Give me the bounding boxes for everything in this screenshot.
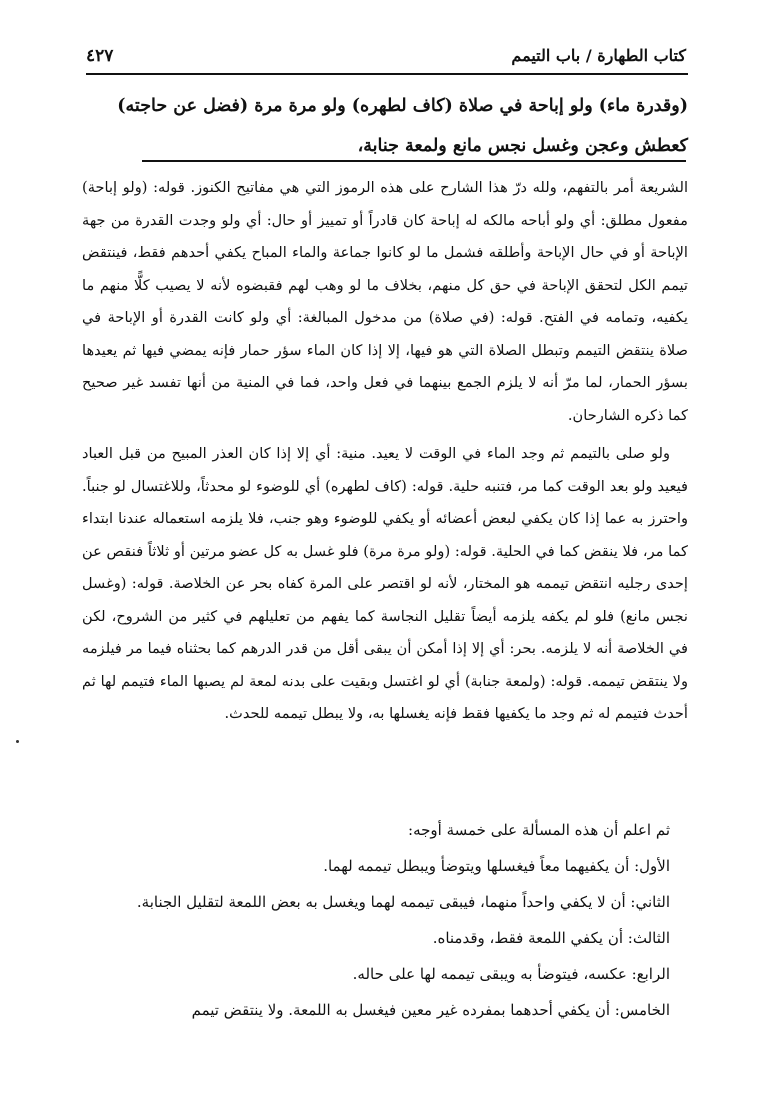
scan-speck	[16, 740, 19, 743]
case-second: الثاني: أن لا يكفي واحداً منهما، فيبقى تيممه لهما ويغسل به بعض اللمعة لتقليل الجنابة.	[136, 893, 670, 911]
cases-intro: ثم اعلم أن هذه المسألة على خمسة أوجه:	[408, 821, 670, 839]
case-fifth: الخامس: أن يكفي أحدهما بمفرده غير معين فيغسل به اللمعة. ولا ينتقض تيمم	[191, 1001, 670, 1019]
running-header	[86, 46, 686, 72]
header-rule	[86, 73, 688, 75]
five-cases	[82, 812, 688, 1028]
main-text-line-1: (وقدرة ماء) ولو إباحة في صلاة (كاف لطهره) ولو مرة مرة (فضل عن حاجته)	[117, 96, 688, 116]
main-text-rule	[142, 160, 686, 162]
commentary-paragraph-2: ولو صلى بالتيمم ثم وجد الماء في الوقت لا يعيد. منية: أي إلا إذا كان العذر المبيح من قبل العباد فيعيد ولو بعد الوقت كما مر، فتنبه حلية. قوله: (كاف لطهره) أي للوضوء لو محدثاً، وللاغتسال لو جنباً. واحترز به عما إذا كان يكفي لبعض أعضائه أو يكفي للوضوء وهو جنب، فلا يلزمه استعماله عندنا ابتداء كما مر، فلا ينقض كما في الحلية. قوله: (ولو مرة مرة) فلو غسل به كل عضو مرتين أو ثلاثاً فنقص عن إحدى رجليه انتقض تيممه هو المختار، لأنه لو اقتصر على المرة كفاه بحر عن الخلاصة. قوله: (وغسل نجس مانع) فلو لم يكفه يلزمه أيضاً تقليل النجاسة كما يفهم من تعليلهم في كثير من الشروح، لكن في الخلاصة أنه لا يلزمه. بحر: أي إلا إذا أمكن أن يبقى أقل من قدر الدرهم كما بحثناه فيما مر فيلزمه ولا ينتقض تيممه. قوله: (ولمعة جنابة) أي لو اغتسل وبقيت على بدنه لمعة لم يصبها الماء فتيمم لها ثم أحدث فتيمم له ثم وجد ما يكفيها فقط فإنه يغسلها به، ولا يبطل تيممه للحدث.	[82, 445, 688, 722]
running-title: كتاب الطهارة / باب التيمم	[511, 46, 686, 65]
commentary-paragraph-1: الشريعة أمر بالتفهم، ولله درّ هذا الشارح على هذه الرموز التي هي مفاتيح الكنوز. قوله: (ولو إباحة) مفعول مطلق: أي ولو أباحه مالكه له إباحة كان قادراً أو تمييز أو حال: أي ولو وجدت القدرة من جهة الإباحة أو في حال الإباحة وأطلقه فشمل ما لو كانوا جماعة والماء المباح يكفي أحدهم فقط، فينتقض تيمم الكل لتحقق الإباحة في حق كل منهم، بخلاف ما لو وهب لهم فقبضوه لأنه لا يصيب كلًّا منهم ما يكفيه، وتمامه في الفتح. قوله: (في صلاة) من مدخول المبالغة: أي ولو كانت القدرة أو الإباحة في صلاة ينتقض التيمم وتبطل الصلاة التي هو فيها، إلا إذا كان الماء سؤر حمار فإنه يمضي فيها ثم يعيدها بسؤر الحمار، لما مرّ أنه لا يلزم الجمع بينهما في فعل واحد، فما في المنية من أنها تفسد غير صحيح كما ذكره الشارحان.	[82, 179, 688, 424]
main-text	[84, 86, 688, 166]
case-first: الأول: أن يكفيهما معاً فيغسلها ويتوضأ ويبطل تيممه لهما.	[323, 857, 670, 875]
case-fourth: الرابع: عكسه، فيتوضأ به ويبقى تيممه لها على حاله.	[352, 965, 670, 983]
page-number: ٤٢٧	[86, 46, 114, 66]
case-third: الثالث: أن يكفي اللمعة فقط، وقدمناه.	[432, 929, 670, 947]
commentary	[82, 172, 688, 731]
main-text-line-2: كعطش وعجن وغسل نجس مانع ولمعة جنابة،	[357, 136, 688, 156]
